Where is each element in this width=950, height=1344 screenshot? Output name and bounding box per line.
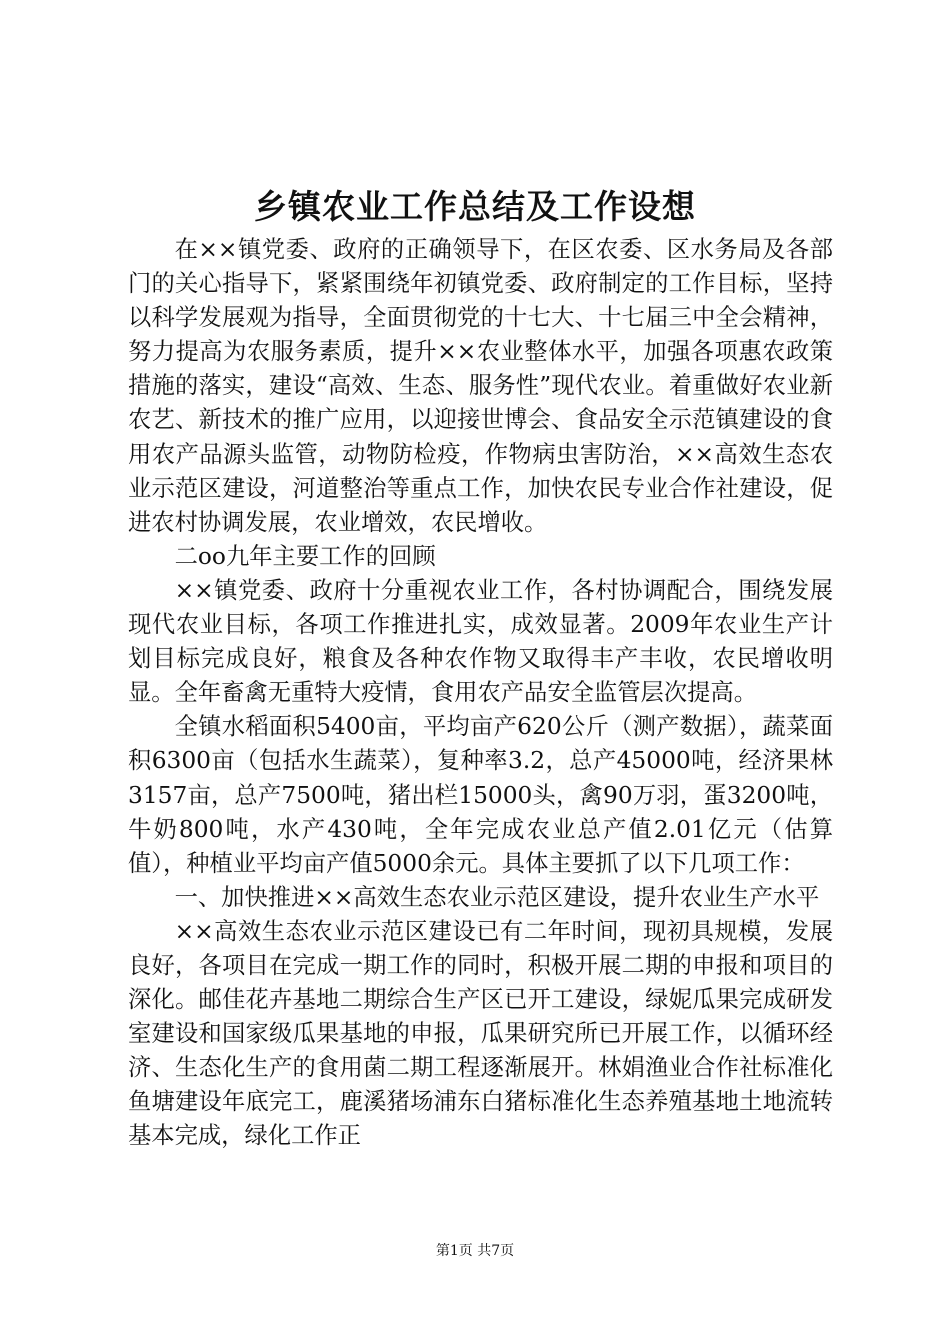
paragraph-overview: ××镇党委、政府十分重视农业工作，各村协调配合，围绕发展现代农业目标，各项工作推进扎实，成效显著。2009年农业生产计划目标完成良好，粮食及各种农作物又取得丰产丰收，农民增收明显。全年畜禽无重特大疫情，食用农产品安全监管层次提高。 xyxy=(128,576,833,707)
document-title: 乡镇农业工作总结及工作设想 xyxy=(254,187,696,226)
page-footer: 第1页 共7页 xyxy=(435,1243,515,1259)
document-body xyxy=(128,233,833,1154)
section-heading-one: 一、加快推进××高效生态农业示范区建设，提升农业生产水平 xyxy=(174,883,820,911)
section-heading-review: 二oo九年主要工作的回顾 xyxy=(174,542,436,570)
paragraph-intro: 在××镇党委、政府的正确领导下，在区农委、区水务局及各部门的关心指导下，紧紧围绕年初镇党委、政府制定的工作目标，坚持以科学发展观为指导，全面贯彻党的十七大、十七届三中全会精神，努力提高为农服务素质，提升××农业整体水平，加强各项惠农政策措施的落实，建设“高效、生态、服务性”现代农业。着重做好农业新农艺、新技术的推广应用，以迎接世博会、食品安全示范镇建设的食用农产品源头监管，动物防检疫，作物病虫害防治，××高效生态农业示范区建设，河道整治等重点工作，加快农民专业合作社建设，促进农村协调发展，农业增效，农民增收。 xyxy=(128,236,833,536)
paragraph-statistics: 全镇水稻面积5400亩，平均亩产620公斤（测产数据），蔬菜面积6300亩（包括水生蔬菜），复种率3.2，总产45000吨，经济果林3157亩，总产7500吨，猪出栏15000头，禽90万羽，蛋3200吨，牛奶800吨，水产430吨，全年完成农业总产值2.01亿元（估算值），种植业平均亩产值5000余元。具体主要抓了以下几项工作： xyxy=(128,713,833,877)
paragraph-demo-zone: ××高效生态农业示范区建设已有二年时间，现初具规模，发展良好，各项目在完成一期工作的同时，积极开展二期的申报和项目的深化。邮佳花卉基地二期综合生产区已开工建设，绿妮瓜果完成研发室建设和国家级瓜果基地的申报，瓜果研究所已开展工作，以循环经济、生态化生产的食用菌二期工程逐渐展开。林娟渔业合作社标准化鱼塘建设年底完工，鹿溪猪场浦东白猪标准化生态养殖基地土地流转基本完成，绿化工作正 xyxy=(128,917,833,1150)
